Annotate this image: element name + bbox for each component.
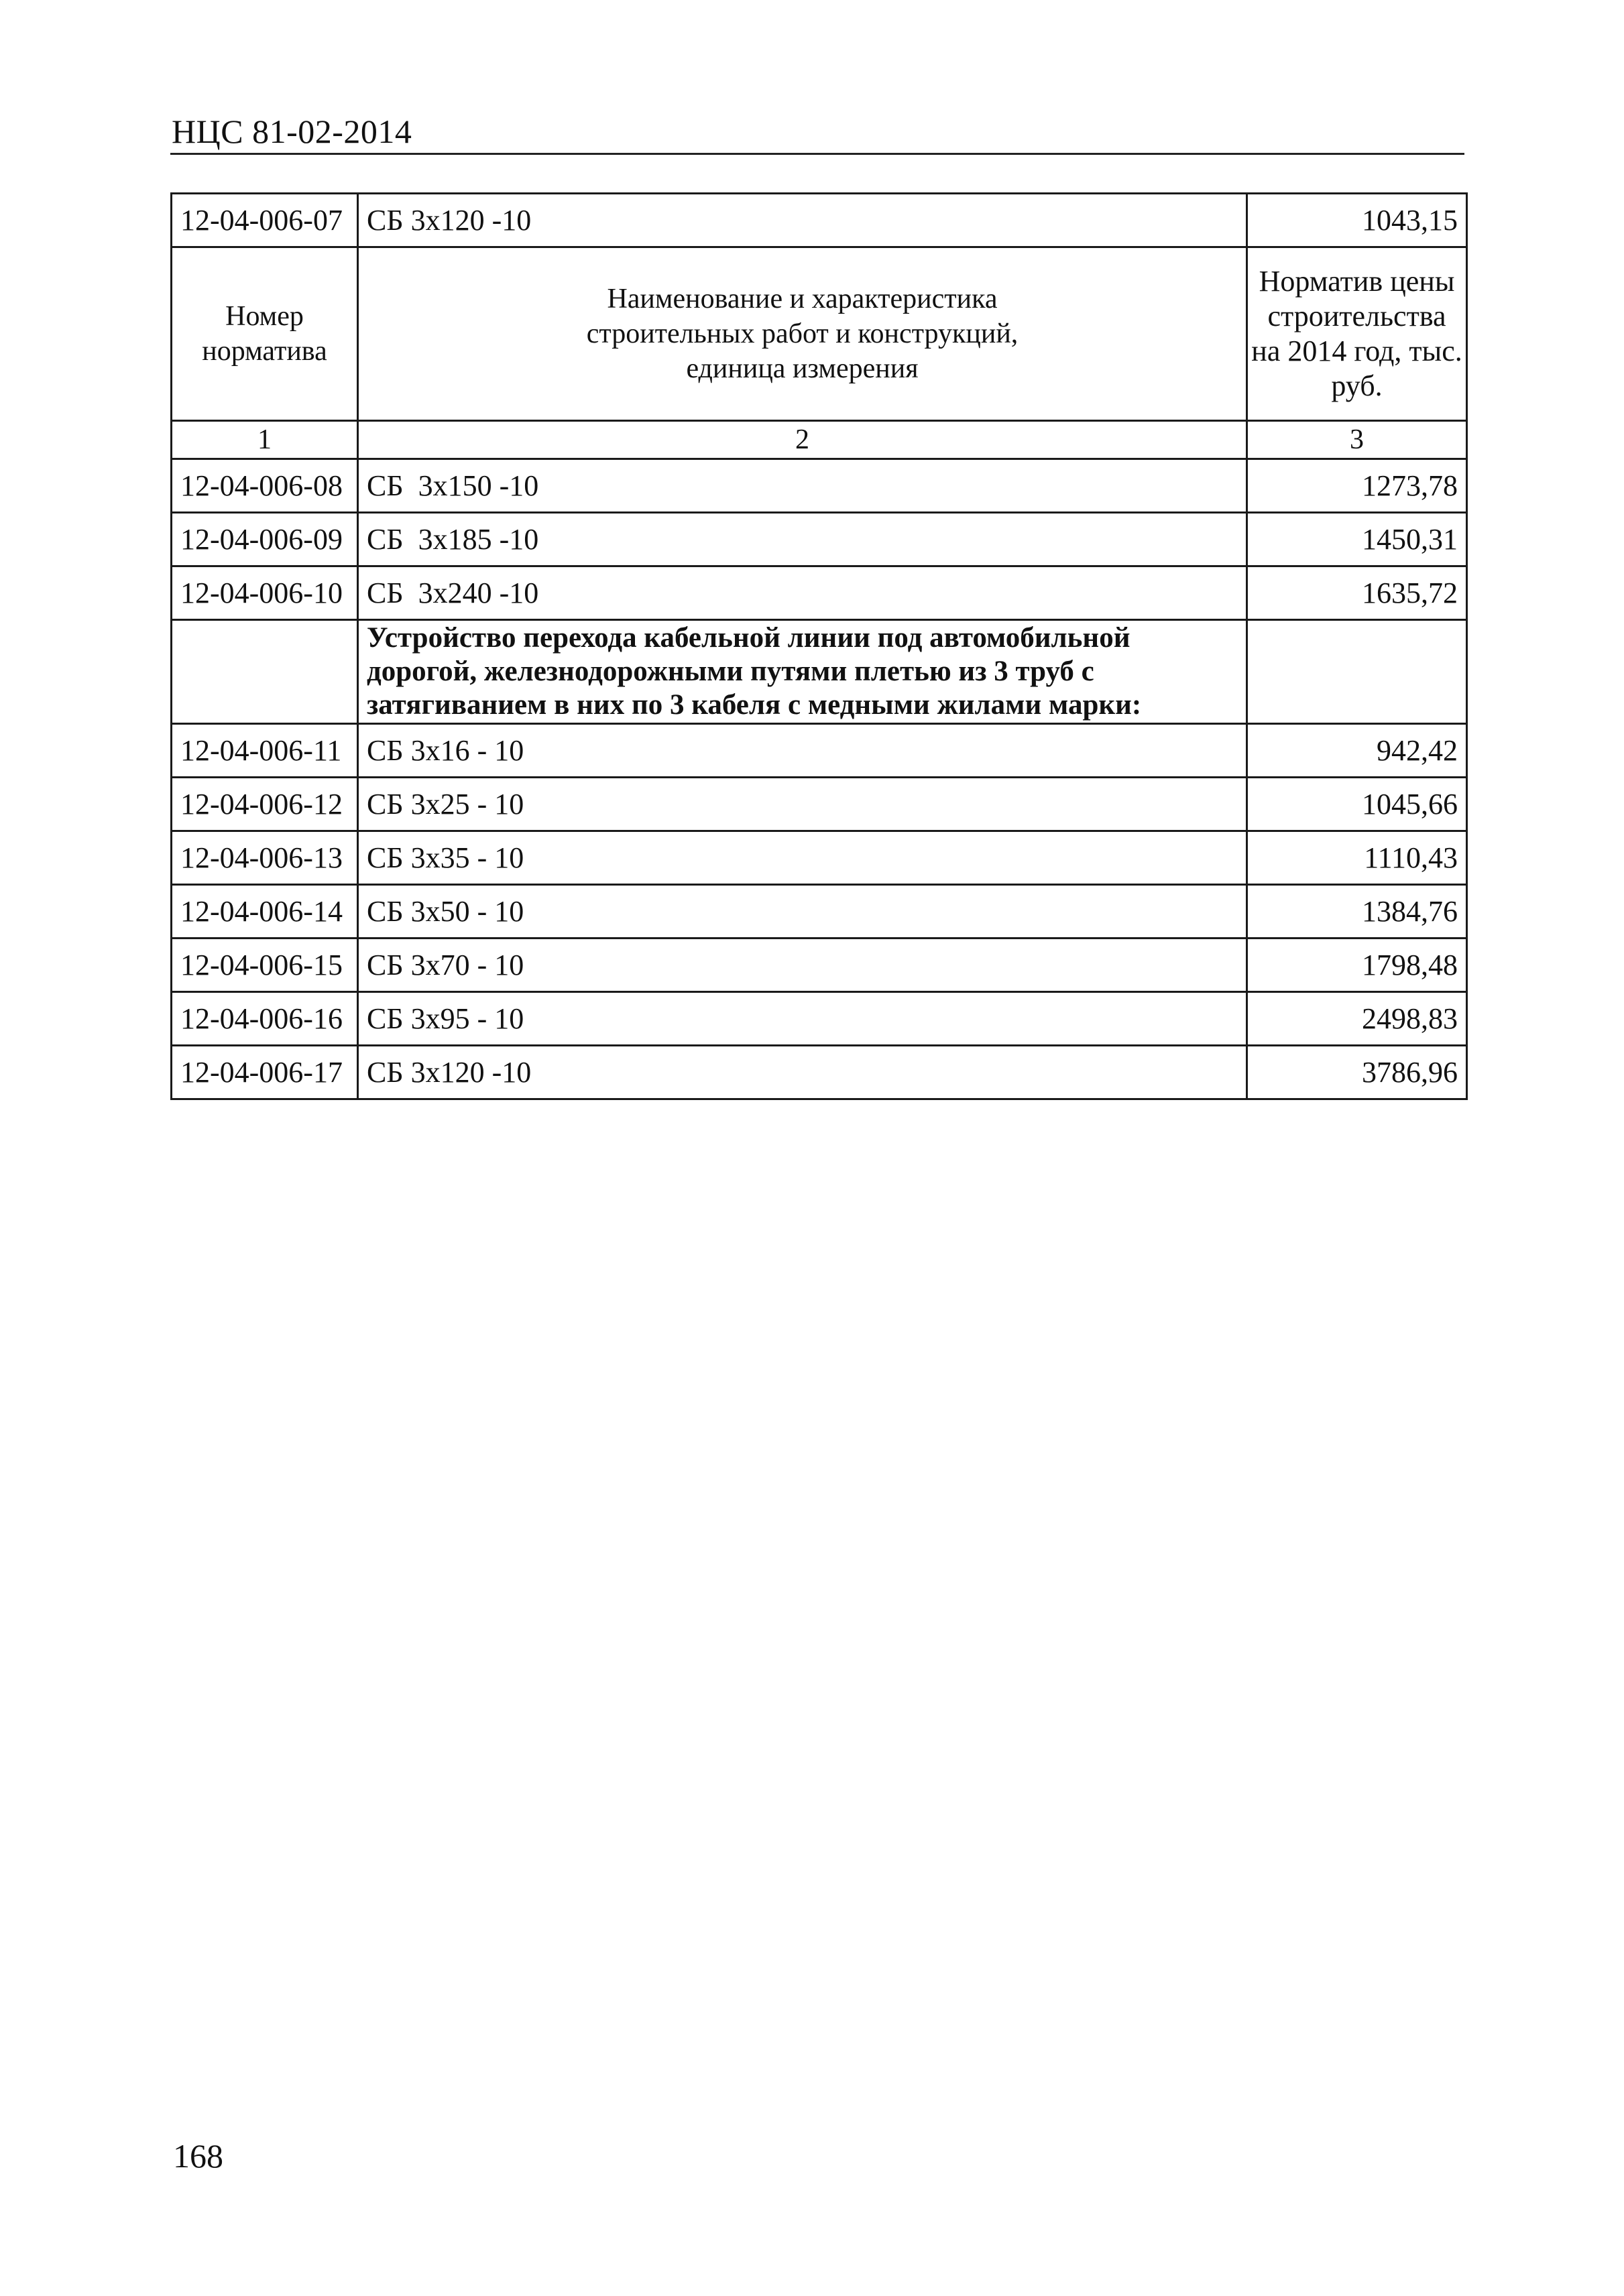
table-row: [172, 831, 1467, 885]
row-name: СБ 3х240 -10: [358, 566, 1247, 620]
table-row: [172, 778, 1467, 831]
row-code: 12-04-006-09: [172, 513, 358, 566]
row-price: 1045,66: [1247, 778, 1467, 831]
row-code: 12-04-006-15: [172, 939, 358, 992]
row-code: 12-04-006-13: [172, 831, 358, 885]
table-row: [172, 513, 1467, 566]
section-title: Устройство перехода кабельной линии под автомобильной дорогой, железнодорожными путями плетью из 3 труб с затягиванием в них по 3 кабеля с медными жилами марки:: [358, 620, 1247, 724]
row-code: 12-04-006-11: [172, 724, 358, 778]
table-row: [172, 939, 1467, 992]
row-code: 12-04-006-07: [172, 194, 358, 247]
row-code: 12-04-006-10: [172, 566, 358, 620]
table-row: [172, 1046, 1467, 1099]
row-code: 12-04-006-17: [172, 1046, 358, 1099]
table-row: [172, 724, 1467, 778]
row-name: СБ 3х35 - 10: [358, 831, 1247, 885]
column-number-2: 2: [358, 421, 1247, 459]
table-row: [172, 566, 1467, 620]
row-code: 12-04-006-12: [172, 778, 358, 831]
table-header-row: [172, 247, 1467, 421]
normatives-table: [170, 192, 1468, 1100]
row-price: 1273,78: [1247, 459, 1467, 513]
row-name: СБ 3х120 -10: [358, 1046, 1247, 1099]
document-header: НЦС 81-02-2014: [172, 113, 412, 150]
row-name: СБ 3х120 -10: [358, 194, 1247, 247]
page-number: 168: [173, 2137, 223, 2175]
table-row: [172, 992, 1467, 1046]
row-code: 12-04-006-08: [172, 459, 358, 513]
row-code: 12-04-006-16: [172, 992, 358, 1046]
table-row: [172, 194, 1467, 247]
row-name: СБ 3х16 - 10: [358, 724, 1247, 778]
header-work-description: Наименование и характеристика строительных работ и конструкций, единица измерения: [358, 247, 1247, 421]
section-empty-code: [172, 620, 358, 724]
row-price: 1635,72: [1247, 566, 1467, 620]
row-price: 942,42: [1247, 724, 1467, 778]
row-price: 1110,43: [1247, 831, 1467, 885]
row-price: 1384,76: [1247, 885, 1467, 939]
header-divider: [170, 153, 1464, 155]
row-price: 3786,96: [1247, 1046, 1467, 1099]
row-price: 2498,83: [1247, 992, 1467, 1046]
header-norm-number: Номер норматива: [172, 247, 358, 421]
row-code: 12-04-006-14: [172, 885, 358, 939]
table-row: [172, 459, 1467, 513]
table-row: [172, 885, 1467, 939]
row-price: 1798,48: [1247, 939, 1467, 992]
row-name: СБ 3х25 - 10: [358, 778, 1247, 831]
column-numbers-row: [172, 421, 1467, 459]
row-name: СБ 3х70 - 10: [358, 939, 1247, 992]
column-number-1: 1: [172, 421, 358, 459]
section-header-row: [172, 620, 1467, 724]
row-name: СБ 3х150 -10: [358, 459, 1247, 513]
header-price-norm: Норматив цены строительства на 2014 год, тыс. руб.: [1247, 247, 1467, 421]
row-name: СБ 3х185 -10: [358, 513, 1247, 566]
column-number-3: 3: [1247, 421, 1467, 459]
row-name: СБ 3х50 - 10: [358, 885, 1247, 939]
row-price: 1043,15: [1247, 194, 1467, 247]
row-price: 1450,31: [1247, 513, 1467, 566]
row-name: СБ 3х95 - 10: [358, 992, 1247, 1046]
section-empty-price: [1247, 620, 1467, 724]
